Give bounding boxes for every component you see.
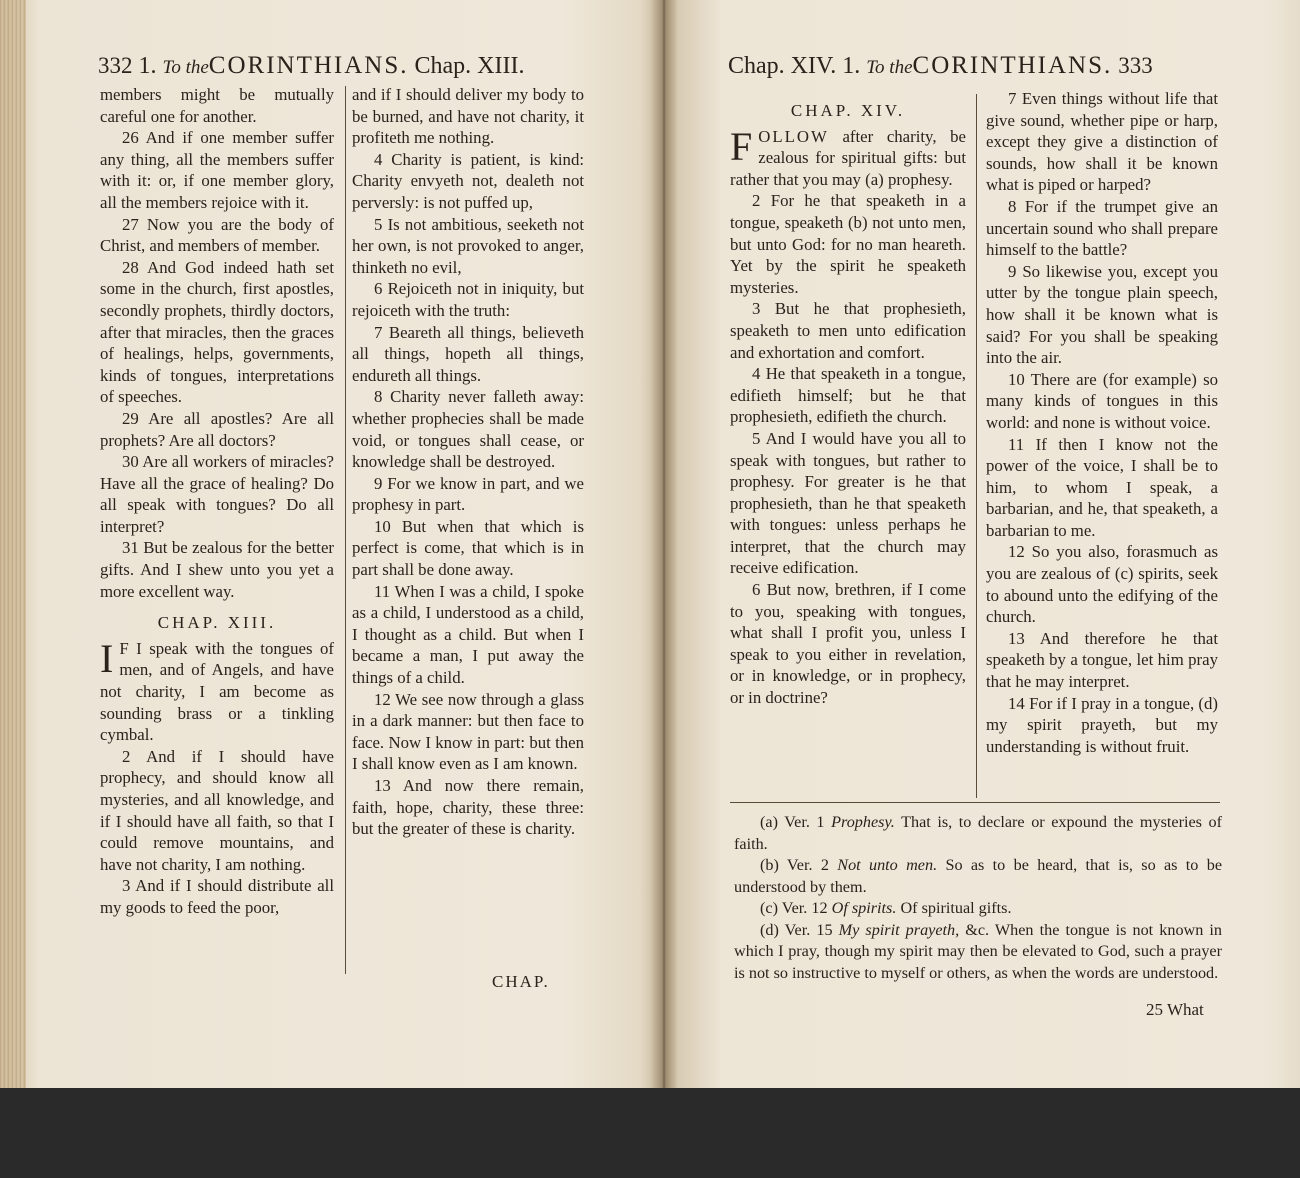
verse: 2 And if I should have prophecy, and should know all mysteries, and all knowledge, and if I should have all faith, so that I could remove mountains, and have not charity, I am nothing. xyxy=(100,746,334,874)
right-header-to-the: To the xyxy=(866,57,913,78)
chapter-opening xyxy=(100,635,334,746)
footnote-rule xyxy=(730,802,1220,803)
left-column-2 xyxy=(352,84,584,840)
opening-smallcaps: OLLOW xyxy=(758,126,829,146)
verse: 10 There are (for example) so many kinds of tongues in this world: and none is without voice. xyxy=(986,369,1218,432)
footnote-text: Of spiritual gifts. xyxy=(900,899,1012,918)
opening-text: F I speak with the tongues of men, and of Angels, and have not charity, I am become as sounding brass or a tinkling cymbal. xyxy=(100,638,334,745)
verse: 11 When I was a child, I spoke as a child, I understood as a child, I thought as a child. But when I became a man, I put away the things of a child. xyxy=(352,581,584,688)
left-col1-verses xyxy=(100,84,334,602)
left-column-1 xyxy=(100,84,334,919)
left-header-to-the: To the xyxy=(162,57,209,78)
page-edges xyxy=(0,0,26,1088)
verse: 11 If then I know not the power of the voice, I shall be to him, to whom I speak, a barbarian, and he, that speaketh, a barbarian to me. xyxy=(986,434,1218,540)
right-running-header xyxy=(728,52,1153,86)
footnote-mark: (b) Ver. 2 xyxy=(760,856,829,875)
right-header-title: CORINTHIANS. xyxy=(912,52,1113,79)
footnote-mark: (a) Ver. 1 xyxy=(760,813,825,831)
right-catchword: 25 What xyxy=(1146,1000,1204,1019)
verse: 31 But be zealous for the better gifts. And I shew unto you yet a more excellent way. xyxy=(100,538,334,601)
verse: 2 For he that speaketh in a tongue, speaketh (b) not unto men, but unto God: for no man heareth. Yet by the spirit he speaketh mysteries. xyxy=(730,191,966,297)
right-column-2 xyxy=(986,88,1218,757)
verse: 3 But he that prophesieth, speaketh to men unto edification and exhortation and comfort. xyxy=(730,299,966,362)
verse: 3 And if I should distribute all my goods to feed the poor, xyxy=(100,876,334,917)
verse: 8 For if the trumpet give an uncertain sound who shall prepare himself to the battle? xyxy=(986,196,1218,260)
verse: 5 Is not ambitious, seeketh not her own, is not provoked to anger, thinketh no evil, xyxy=(352,214,584,277)
verse: 28 And God indeed hath set some in the church, first apostles, secondly prophets, thirdly doctors, after that miracles, then the graces of healings, helps, governments, kinds of tongues, interpretations of speeches. xyxy=(100,257,334,407)
footnote xyxy=(734,898,1222,920)
chapter-opening xyxy=(730,123,966,191)
verse: 27 Now you are the body of Christ, and members of member. xyxy=(100,214,334,256)
footnote-term: My spirit prayeth, xyxy=(838,920,960,939)
left-catchword: CHAP. xyxy=(492,972,550,991)
footnote xyxy=(734,855,1222,898)
verse: 12 We see now through a glass in a dark manner: but then face to face. Now I know in part: but then I shall know even as I am known. xyxy=(352,689,584,774)
verse: 5 And I would have you all to speak with tongues, but rather to prophesy. For greater is he that prophesieth, than he that speaketh with tongues: unless perhaps he interpret, that the church may receive edification. xyxy=(730,428,966,578)
right-page-number: 333 xyxy=(1118,53,1153,78)
footnote xyxy=(734,920,1222,985)
verse: 14 For if I pray in a tongue, (d) my spirit prayeth, but my understanding is without fruit. xyxy=(986,693,1218,756)
drop-cap: F xyxy=(730,123,753,169)
verse: 6 Rejoiceth not in iniquity, but rejoiceth with the truth: xyxy=(352,279,584,320)
left-header-book: 1. xyxy=(138,53,157,79)
drop-cap: I xyxy=(100,635,114,681)
right-column-divider xyxy=(976,94,977,798)
footnote-mark: (c) Ver. 12 xyxy=(760,899,828,918)
verse: 6 But now, brethren, if I come to you, speaking with tongues, what shall I profit you, unless I speak to you either in revelation, or in knowledge, or in prophecy, or in doctrine? xyxy=(730,580,966,708)
right-header-chapter: Chap. XIV. xyxy=(728,53,837,79)
footnotes xyxy=(734,812,1222,984)
footnote-text: So as to be heard, that is, so as to be understood by them. xyxy=(734,856,1223,896)
footnote xyxy=(734,812,1222,855)
footnote-text: &c. When the tongue is not known in which I pray, though my spirit may then be elevated to God, such a prayer is not so instructive to myself or others, as when the words are understood. xyxy=(734,920,1222,982)
left-header-title: CORINTHIANS. xyxy=(208,52,409,79)
verse: 12 So you also, forasmuch as you are zealous of (c) spirits, seek to abound unto the edifying of the church. xyxy=(986,542,1218,627)
verse: 9 So likewise you, except you utter by the tongue plain speech, how shall it be known what is said? For you shall be speaking into the air. xyxy=(986,261,1218,368)
footnote-term: Prophesy. xyxy=(831,813,895,831)
verse: 13 And now there remain, faith, hope, charity, these three: but the greater of these is charity. xyxy=(352,776,584,839)
left-page-number: 332 xyxy=(98,53,133,78)
footnote-term: Not unto men. xyxy=(837,856,938,875)
verse: 10 But when that which is perfect is come, that which is in part shall be done away. xyxy=(352,516,584,580)
verse: 30 Are all workers of miracles? Have all the grace of healing? Do all speak with tongues? Do all interpret? xyxy=(100,452,334,536)
footnote-term: Of spirits. xyxy=(831,899,897,918)
left-running-header xyxy=(98,52,524,86)
verse: 8 Charity never falleth away: whether prophecies shall be made void, or tongues shall cease, or knowledge shall be destroyed. xyxy=(352,387,584,472)
verse: 29 Are all apostles? Are all prophets? Are all doctors? xyxy=(100,408,334,450)
verse: 7 Even things without life that give sound, whether pipe or harp, except they give a distinction of sounds, how shall it be known what is piped or harped? xyxy=(986,89,1218,195)
verse: 7 Beareth all things, believeth all things, hopeth all things, endureth all things. xyxy=(352,322,584,385)
chapter-heading-xiii: CHAP. XIII. xyxy=(157,613,277,633)
verse: 4 Charity is patient, is kind: Charity envyeth not, dealeth not perversly: is not puffed up, xyxy=(352,149,584,212)
right-header-book: 1. xyxy=(842,53,861,79)
footnote-text: That is, to declare or expound the mysteries of faith. xyxy=(734,813,1222,853)
verse: 13 And therefore he that speaketh by a tongue, let him pray that he may interpret. xyxy=(986,628,1218,692)
left-header-chapter: Chap. XIII. xyxy=(414,53,525,79)
verse: 9 For we know in part, and we prophesy in part. xyxy=(352,473,584,515)
left-column-divider xyxy=(345,86,346,974)
opening-text: after charity, be zealous for spiritual gifts: but rather that you may (a) prophesy. xyxy=(730,126,966,189)
right-column-1 xyxy=(730,100,966,709)
chapter-heading-xiv: CHAP. XIV. xyxy=(790,101,906,120)
bottom-band xyxy=(0,1088,1300,1178)
verse: 4 He that speaketh in a tongue, edifieth himself; but he that prophesieth, edifieth the church. xyxy=(730,364,966,427)
verse: and if I should deliver my body to be burned, and have not charity, it profiteth me nothing. xyxy=(352,85,584,148)
verse: 26 And if one member suffer any thing, all the members suffer with it: or, if one member glory, all the members rejoice with it. xyxy=(100,128,334,212)
footnote-mark: (d) Ver. 15 xyxy=(760,920,833,939)
book-gutter xyxy=(650,0,678,1088)
verse: members might be mutually careful one for another. xyxy=(100,85,334,126)
